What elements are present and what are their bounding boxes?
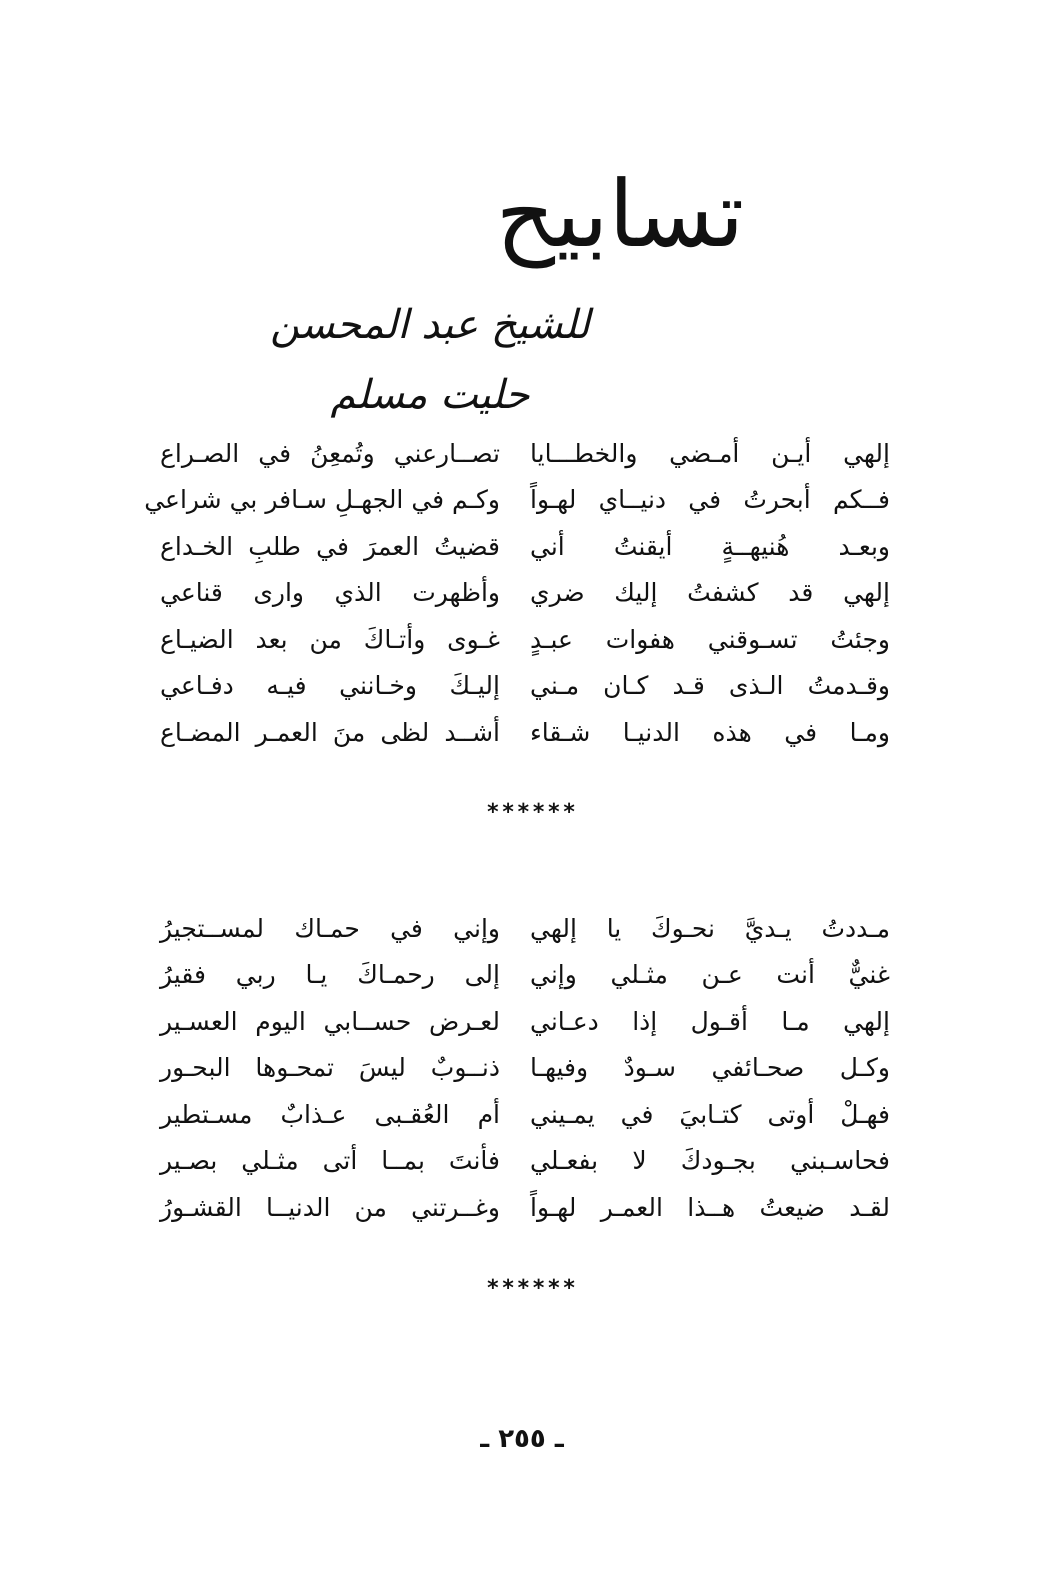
verse — [130, 1045, 920, 1092]
second-hemistich: إليـكَ وخـانني فيـه دفـاعي — [160, 671, 500, 701]
poem-title: تسابيح — [495, 161, 745, 268]
first-hemistich: غنيٌّ أنت عـن مثـلي وإني — [530, 960, 890, 990]
verse — [130, 430, 920, 477]
first-hemistich: وكـل صحـائفي سـودٌ وفيهـا — [530, 1053, 890, 1083]
first-hemistich: وقـدمتُ الـذى قـد كـان مـني — [530, 671, 890, 701]
verse — [130, 523, 920, 570]
first-hemistich: وبعـد هُنيهــةٍ أيقنتُ أني — [530, 531, 890, 561]
verse — [130, 709, 920, 756]
verse — [130, 1184, 920, 1231]
second-hemistich: تصــارعني وتُمعِنُ في الصـراع — [160, 438, 500, 468]
first-hemistich: فحاسـبني بجـودكَ لا بفعـلي — [530, 1146, 890, 1176]
second-hemistich: وإني في حمـاك لمســتجيرُ — [160, 913, 500, 943]
first-hemistich: إلهي أيـن أمـضي والخطـــايا — [530, 438, 890, 468]
second-hemistich: وأظهرت الذي وارى قناعي — [160, 578, 500, 608]
verse — [130, 952, 920, 999]
second-hemistich: ذنــوبٌ ليسَ تمحـوها البحـور — [160, 1053, 500, 1083]
first-hemistich: ومـا في هذه الدنيـا شـقاء — [530, 717, 890, 747]
verse — [130, 616, 920, 663]
first-hemistich: فــكم أبحرتُ في دنيــاي لهـواً — [530, 485, 890, 515]
second-hemistich: وكـم في الجهـلِ سـافر بي شراعي — [144, 485, 500, 515]
second-hemistich: أشــد لظى منَ العمـر المضـاع — [160, 717, 500, 747]
second-hemistich: قضيتُ العمرَ في طلبِ الخـداع — [160, 531, 500, 561]
page-number: ـ ٢٥٥ ـ — [480, 1424, 564, 1454]
first-hemistich: إلهي قد كشفتُ إليك ضري — [530, 578, 890, 608]
stanza-separator: ****** — [486, 1276, 578, 1301]
poem-author: للشيخ عبد المحسن حليت مسلم — [270, 302, 590, 418]
verse — [130, 663, 920, 710]
verse — [130, 477, 920, 524]
verse — [130, 998, 920, 1045]
stanza-2 — [130, 905, 920, 1231]
first-hemistich: فهـلْ أوتى كتـابيَ في يمـيني — [530, 1099, 890, 1129]
verse — [130, 570, 920, 617]
first-hemistich: مـددتُ يـديَّ نحـوكَ يا إلهي — [530, 913, 890, 943]
second-hemistich: فأنتَ بمــا أتى مثـلي بصـير — [160, 1146, 500, 1176]
first-hemistich: وجئتُ تسـوقني هفوات عبـدٍ — [530, 624, 890, 654]
verse — [130, 1091, 920, 1138]
stanza-separator: ****** — [486, 800, 578, 825]
verse — [130, 905, 920, 952]
first-hemistich: إلهي مـا أقـول إذا دعـاني — [530, 1006, 890, 1036]
stanza-1 — [130, 430, 920, 756]
second-hemistich: أم العُقـبى عـذابٌ مسـتطير — [160, 1099, 500, 1129]
second-hemistich: وغــرتني من الدنيــا القشـورُ — [160, 1192, 500, 1222]
second-hemistich: لعـرض حســابي اليوم العسـير — [160, 1006, 500, 1036]
second-hemistich: إلى رحمـاكَ يـا ربي فقيرُ — [160, 960, 500, 990]
first-hemistich: لقـد ضيعتُ هــذا العمـر لهـواً — [530, 1192, 890, 1222]
verse — [130, 1138, 920, 1185]
second-hemistich: غـوى وأتـاكَ من بعد الضيـاع — [160, 624, 500, 654]
